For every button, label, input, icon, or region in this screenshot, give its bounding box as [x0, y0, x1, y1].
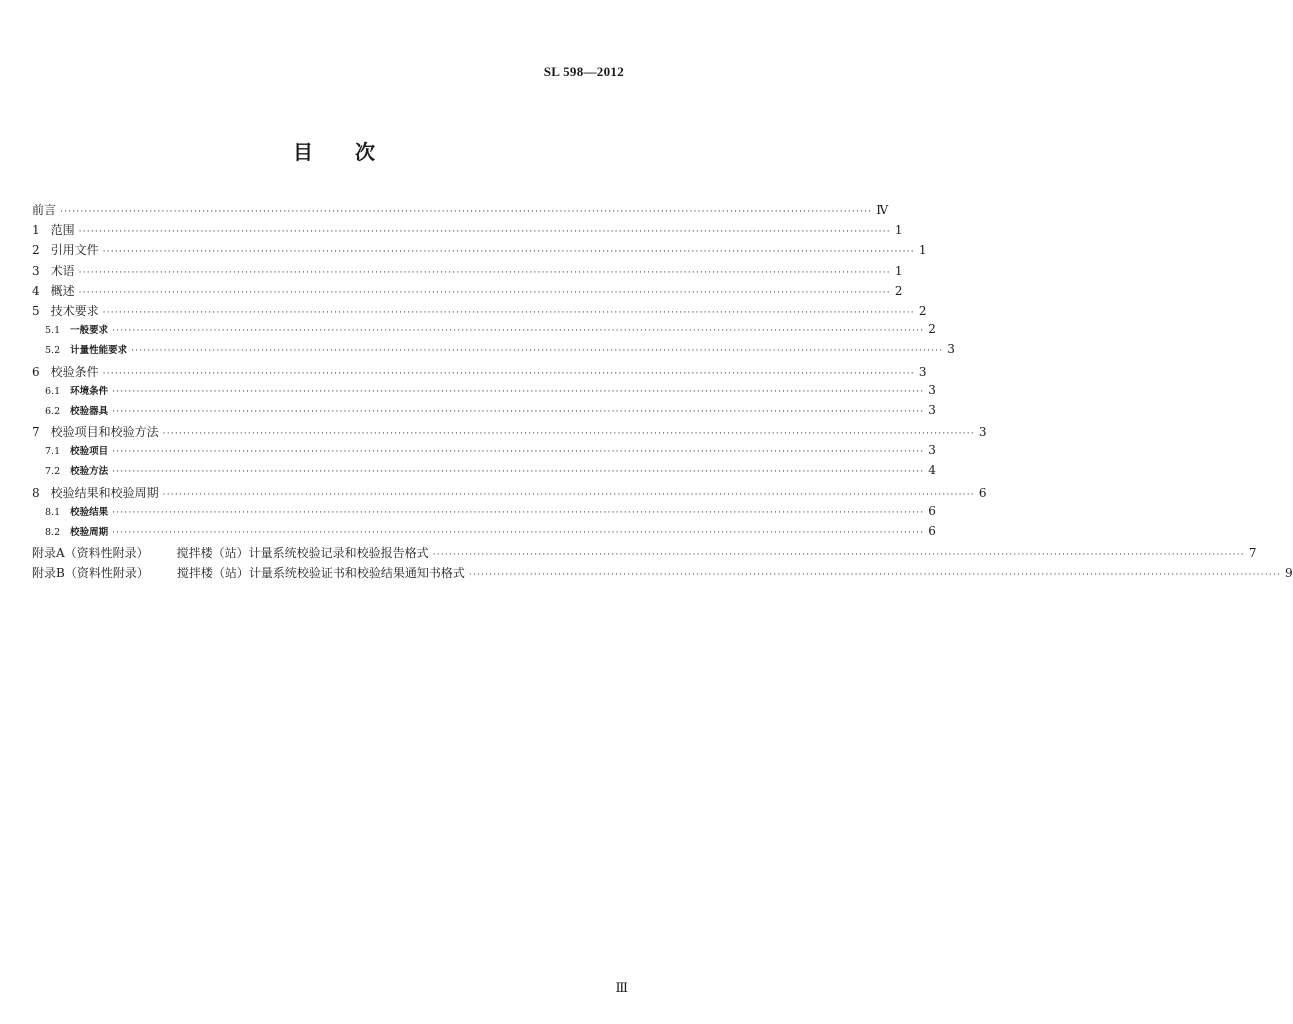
toc-entry-number: 3 [32, 263, 40, 278]
toc-leader-dots: ········································································································································································································ [162, 429, 975, 440]
toc-entry-number: 8.2 [45, 527, 61, 538]
toc-entry-label: 校验条件 [50, 364, 99, 379]
toc-entry-number: 5.1 [45, 325, 61, 337]
table-of-contents [32, 201, 1293, 585]
toc-entry-label: 范围 [50, 223, 75, 238]
toc-entry-label: 概述 [50, 283, 75, 298]
toc-leader-dots: ········································································································································································································ [112, 467, 925, 478]
toc-leader-dots: ········································································································································································································ [112, 447, 925, 458]
toc-entry-label: 术语 [50, 263, 75, 278]
toc-entry[interactable] [32, 564, 1293, 584]
toc-leader-dots: ········································································································································································································ [432, 550, 1245, 561]
toc-entry-page: 9 [1285, 566, 1293, 581]
toc-entry-page: 1 [894, 263, 903, 278]
toc-entry-number: 5 [32, 303, 40, 318]
toc-entry-page: 6 [978, 485, 987, 500]
toc-entry-page: 3 [928, 402, 936, 417]
title-char-2: 次 [355, 140, 375, 164]
toc-leader-dots: ········································································································································································································ [112, 528, 925, 538]
toc-entry-page: 3 [947, 342, 955, 357]
toc-entry-label: 前言 [32, 203, 57, 217]
page-number: Ⅲ [615, 980, 628, 995]
toc-entry[interactable] [32, 322, 936, 342]
toc-entry-page: 2 [894, 283, 903, 298]
toc-entry[interactable] [32, 524, 936, 544]
page-title [0, 136, 668, 165]
toc-entry-label: 校验器具 [70, 405, 109, 417]
toc-entry-label: 技术要求 [50, 303, 99, 318]
toc-entry-page: 6 [928, 524, 936, 538]
toc-entry[interactable] [32, 302, 927, 322]
toc-leader-dots: ········································································································································································································ [102, 247, 915, 258]
toc-entry[interactable] [32, 443, 936, 463]
title-char-1: 目 [293, 140, 313, 164]
toc-entry[interactable] [32, 342, 955, 362]
toc-entry-label: 校验结果和校验周期 [50, 485, 159, 500]
toc-entry-page: 4 [928, 463, 936, 478]
toc-entry[interactable] [32, 241, 927, 261]
toc-leader-dots: ········································································································································································································ [468, 570, 1282, 581]
toc-entry-page: 3 [928, 443, 936, 458]
toc-entry[interactable] [32, 282, 903, 302]
toc-entry-number: 7.1 [45, 446, 61, 458]
toc-entry-label: 搅拌楼（站）计量系统校验证书和校验结果通知书格式 [176, 566, 465, 581]
toc-entry-page: 2 [928, 322, 936, 337]
toc-entry-page: 3 [928, 382, 936, 397]
toc-entry-label: 引用文件 [50, 243, 99, 258]
toc-leader-dots: ········································································································································································································ [102, 368, 915, 379]
toc-entry-number: 7.2 [45, 466, 61, 478]
standard-code: SL 598—2012 [543, 64, 624, 79]
toc-entry[interactable] [32, 201, 889, 221]
toc-entry[interactable] [32, 221, 903, 241]
toc-leader-dots: ········································································································································································································ [112, 406, 925, 417]
toc-entry[interactable] [32, 463, 936, 483]
toc-entry[interactable] [32, 423, 987, 443]
toc-entry-number: 6 [32, 364, 40, 379]
toc-entry-page: 3 [918, 364, 927, 379]
toc-entry-page: 1 [918, 243, 927, 258]
toc-entry-number: 附录A（资料性附录） [32, 546, 149, 561]
toc-entry[interactable] [32, 363, 927, 383]
toc-entry[interactable] [32, 382, 936, 403]
toc-leader-dots: ········································································································································································································ [60, 207, 873, 217]
toc-entry-number: 2 [32, 243, 40, 258]
toc-entry-number: 6.1 [45, 385, 61, 397]
toc-entry-label: 校验项目 [70, 446, 109, 458]
toc-entry-page: 1 [894, 223, 903, 238]
toc-entry-number: 8 [32, 485, 40, 500]
toc-entry-label: 搅拌楼（站）计量系统校验记录和校验报告格式 [176, 546, 429, 561]
toc-leader-dots: ········································································································································································································ [112, 507, 925, 518]
toc-entry-number: 5.2 [45, 345, 61, 357]
toc-leader-dots: ········································································································································································································ [112, 386, 925, 397]
toc-entry-label: 校验方法 [70, 466, 109, 478]
toc-entry-page: 2 [918, 303, 927, 318]
toc-entry-page: 7 [1248, 546, 1257, 561]
toc-leader-dots: ········································································································································································································ [78, 227, 891, 238]
toc-entry-page: Ⅳ [876, 203, 889, 217]
toc-entry-label: 计量性能要求 [70, 345, 128, 357]
toc-entry-number: 6.2 [45, 405, 61, 417]
toc-entry-number: 4 [32, 283, 40, 298]
toc-leader-dots: ········································································································································································································ [131, 346, 944, 357]
toc-entry-page: 6 [928, 503, 936, 518]
toc-leader-dots: ········································································································································································································ [102, 307, 915, 318]
toc-entry[interactable] [32, 402, 936, 423]
toc-entry-number: 8.1 [45, 506, 61, 518]
toc-leader-dots: ········································································································································································································ [78, 287, 891, 298]
toc-entry-page: 3 [978, 425, 987, 440]
toc-entry-label: 校验项目和校验方法 [50, 425, 159, 440]
toc-entry-number: 附录B（资料性附录） [32, 566, 149, 581]
toc-entry-label: 校验结果 [70, 506, 109, 518]
toc-entry-label: 一般要求 [70, 325, 109, 337]
toc-entry-number: 7 [32, 425, 40, 440]
toc-entry-number: 1 [32, 223, 40, 238]
toc-entry-label: 校验周期 [70, 527, 109, 538]
toc-entry[interactable] [32, 544, 1257, 564]
toc-entry-label: 环境条件 [70, 385, 109, 397]
toc-leader-dots: ········································································································································································································ [162, 489, 975, 500]
toc-entry[interactable] [32, 503, 936, 524]
toc-leader-dots: ········································································································································································································ [112, 326, 925, 337]
toc-leader-dots: ········································································································································································································ [78, 267, 891, 278]
toc-entry[interactable] [32, 262, 903, 282]
toc-entry[interactable] [32, 484, 987, 504]
